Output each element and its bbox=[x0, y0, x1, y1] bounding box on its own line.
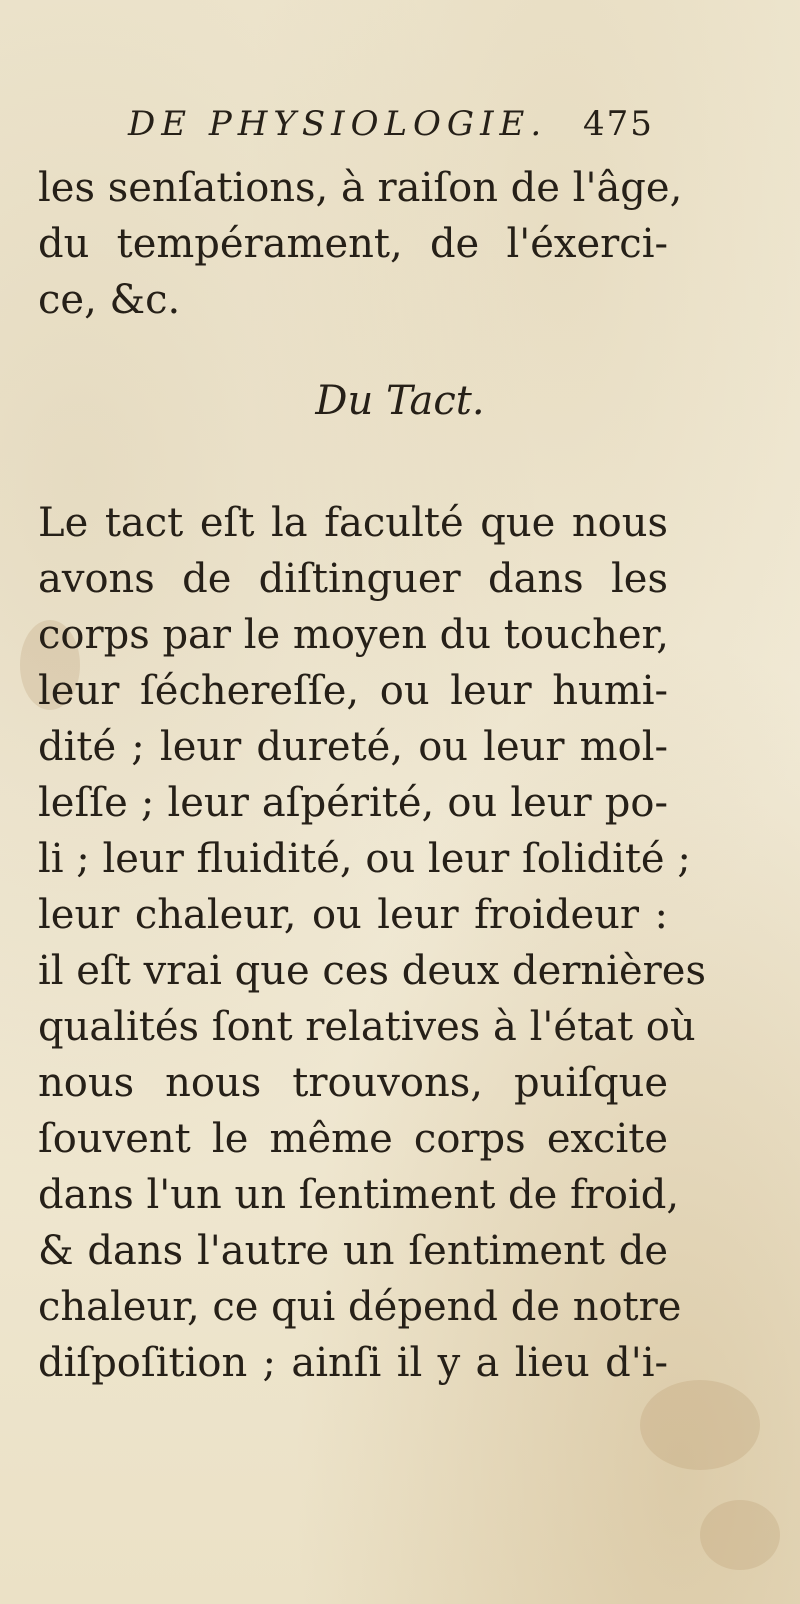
text-line: Le tact eſt la faculté que nous bbox=[38, 500, 668, 546]
running-head-title: DE PHYSIOLOGIE. bbox=[128, 104, 548, 144]
section-heading: Du Tact. bbox=[315, 378, 485, 424]
text-line: dité ; leur dureté, ou leur mol- bbox=[38, 724, 668, 770]
text-line: nous nous trouvons, puiſque bbox=[38, 1060, 668, 1106]
text-line: chaleur, ce qui dépend de notre bbox=[38, 1284, 682, 1330]
text-line: il eſt vrai que ces deux dernières bbox=[38, 948, 706, 994]
paper-stain bbox=[700, 1500, 780, 1570]
text-line: li ; leur fluidité, ou leur ſolidité ; bbox=[38, 836, 691, 882]
text-line: du tempérament, de l'éxerci- bbox=[38, 221, 668, 267]
text-line: leur chaleur, ou leur froideur : bbox=[38, 892, 668, 938]
text-line: ſouvent le même corps excite bbox=[38, 1116, 668, 1162]
text-line: ce, &c. bbox=[38, 277, 181, 323]
text-line: & dans l'autre un ſentiment de bbox=[38, 1228, 668, 1274]
text-line: leſſe ; leur aſpérité, ou leur po- bbox=[38, 780, 668, 826]
text-line: avons de diſtinguer dans les bbox=[38, 556, 668, 602]
text-line: diſpoſition ; ainſi il y a lieu d'i- bbox=[38, 1340, 668, 1386]
body-paragraph bbox=[38, 495, 706, 1391]
intro-paragraph bbox=[38, 160, 683, 328]
text-line: dans l'un un ſentiment de froid, bbox=[38, 1172, 680, 1218]
text-line: les senſations, à raiſon de l'âge, bbox=[38, 165, 683, 211]
text-line: corps par le moyen du toucher, bbox=[38, 612, 669, 658]
page-number: 475 bbox=[583, 104, 654, 144]
text-line: leur ſéchereſſe, ou leur humi- bbox=[38, 668, 668, 714]
running-head bbox=[128, 100, 668, 160]
text-line: qualités ſont relatives à l'état où bbox=[38, 1004, 696, 1050]
paper-stain bbox=[640, 1380, 760, 1470]
